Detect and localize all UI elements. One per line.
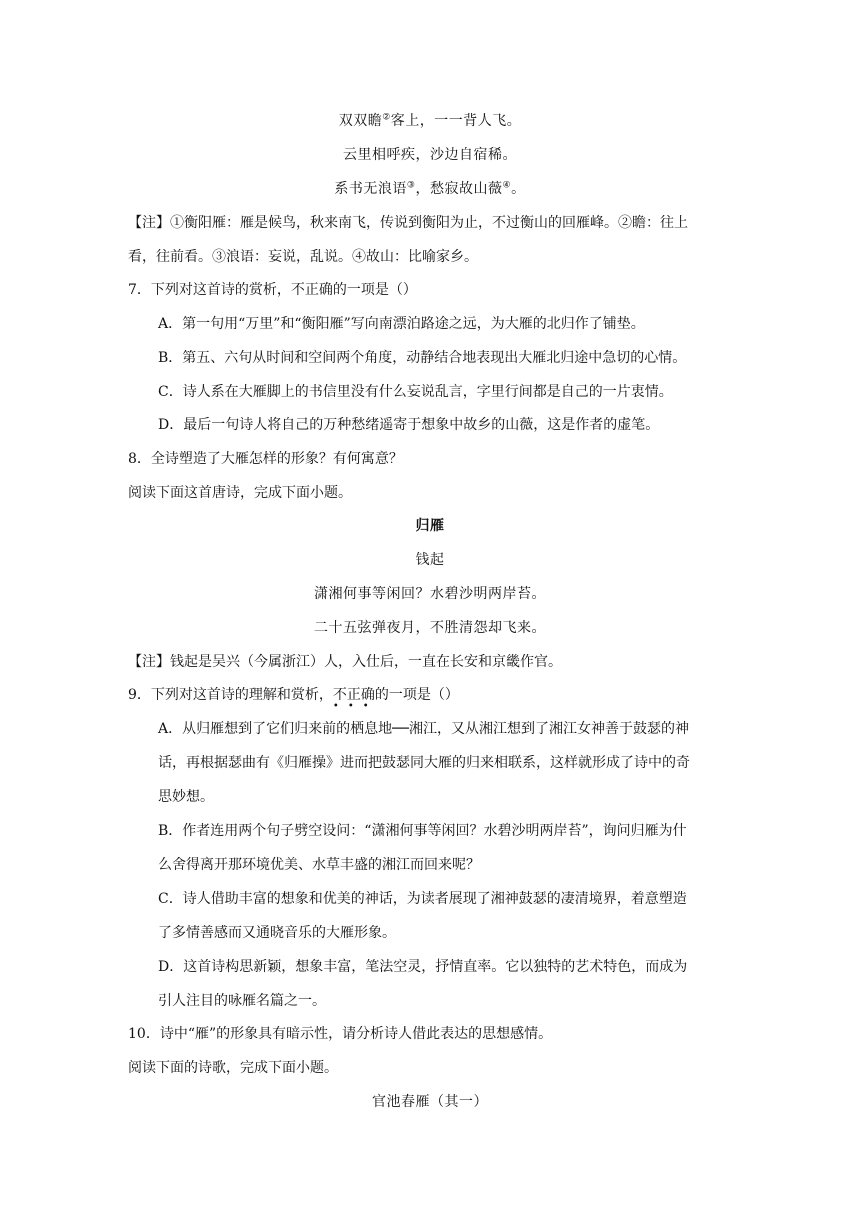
question-7-option-b: B．第五、六句从时间和空间两个角度，动静结合地表现出大雁北归途中急切的心情。 [158,350,687,366]
poem1-note: 看，往前看。③浪语：妄说，乱说。④故山：比喻家乡。 [128,249,478,265]
emphasized-words: 不正确 [332,687,375,703]
question-10-stem: 10．诗中“雁”的形象具有暗示性，请分析诗人借此表达的思想感情。 [128,1026,553,1042]
poem-text: 。 [511,181,526,197]
question-9-option-d: 引人注目的咏雁名篇之一。 [158,993,326,1009]
question-9-option-c: C．诗人借助丰富的想象和优美的神话，为读者展现了湘神鼓瑟的凄清境界，着意塑造 [158,891,687,907]
footnote-marker: ③ [406,180,416,191]
question-7-stem: 7．下列对这首诗的赏析，不正确的一项是（） [128,282,417,298]
poem-text: 系书无浪语 [334,181,407,197]
poem1-line [0,111,860,131]
poem2-line: 潇湘何事等闲回？水碧沙明两岸苔。 [314,586,546,602]
poem2-note: 【注】钱起是吴兴（今属浙江）人，入仕后，一直在长安和京畿作官。 [128,654,562,670]
question-9-option-b: B．作者连用两个句子劈空设问：“潇湘何事等闲回？水碧沙明两岸苔”，询问归雁为什 [158,823,687,839]
stem-text: 9．下列对这首诗的理解和赏析， [128,687,333,703]
poem1-line [0,179,860,199]
question-7-option-c: C．诗人系在大雁脚上的书信里没有什么妄说乱言，字里行间都是自己的一片衷情。 [158,384,673,400]
question-9-option-a: 话，再根据瑟曲有《归雁操》进而把鼓瑟同大雁的归来相联系，这样就形成了诗中的奇 [158,755,690,771]
question-9-stem [128,685,459,712]
question-9-option-a: 思妙想。 [158,789,214,805]
question-9-option-c: 了多情善感而又通晓音乐的大雁形象。 [158,925,396,941]
poem-text: 双双瞻 [338,113,383,129]
question-9-option-a: A．从归雁想到了它们归来前的栖息地──湘江，又从湘江想到了湘江女神善于鼓瑟的神 [158,721,689,737]
footnote-marker: ④ [502,180,512,191]
poem1-line: 云里相呼疾，沙边自宿稀。 [343,147,517,163]
question-9-option-b: 么舍得离开那环境优美、水草丰盛的湘江而回来呢？ [158,857,480,873]
emphasis-dots: ••• [332,701,378,712]
poem2-line: 二十五弦弹夜月，不胜清怨却飞来。 [314,620,546,636]
reading-instruction: 阅读下面这首唐诗，完成下面小题。 [128,485,352,501]
question-7-option-a: A．第一句用“万里”和“衡阳雁”写向南漂泊路途之远，为大雁的北归作了铺垫。 [158,316,645,332]
stem-text: 的一项是（） [374,687,459,703]
poem-text: ，愁寂故山薇 [415,181,503,197]
poem2-title: 归雁 [415,518,445,534]
poem1-note: 【注】①衡阳雁：雁是候鸟，秋来南飞，传说到衡阳为止，不过衡山的回雁峰。②瞻：往上 [128,215,688,231]
footnote-marker: ② [382,112,391,123]
poem3-title: 官池春雁（其一） [372,1094,488,1110]
poem-text: 客上，一一背人飞。 [390,113,522,129]
emphasized-text [332,685,378,712]
poem2-author: 钱起 [415,552,445,568]
question-7-option-d: D．最后一句诗人将自己的万种愁绪遥寄于想象中故乡的山薇，这是作者的虚笔。 [158,417,660,433]
question-8-stem: 8．全诗塑造了大雁怎样的形象？有何寓意？ [128,451,403,467]
reading-instruction: 阅读下面的诗歌，完成下面小题。 [128,1060,338,1076]
question-9-option-d: D．这首诗构思新颖，想象丰富，笔法空灵，抒情直率。它以独特的艺术特色，而成为 [158,959,688,975]
